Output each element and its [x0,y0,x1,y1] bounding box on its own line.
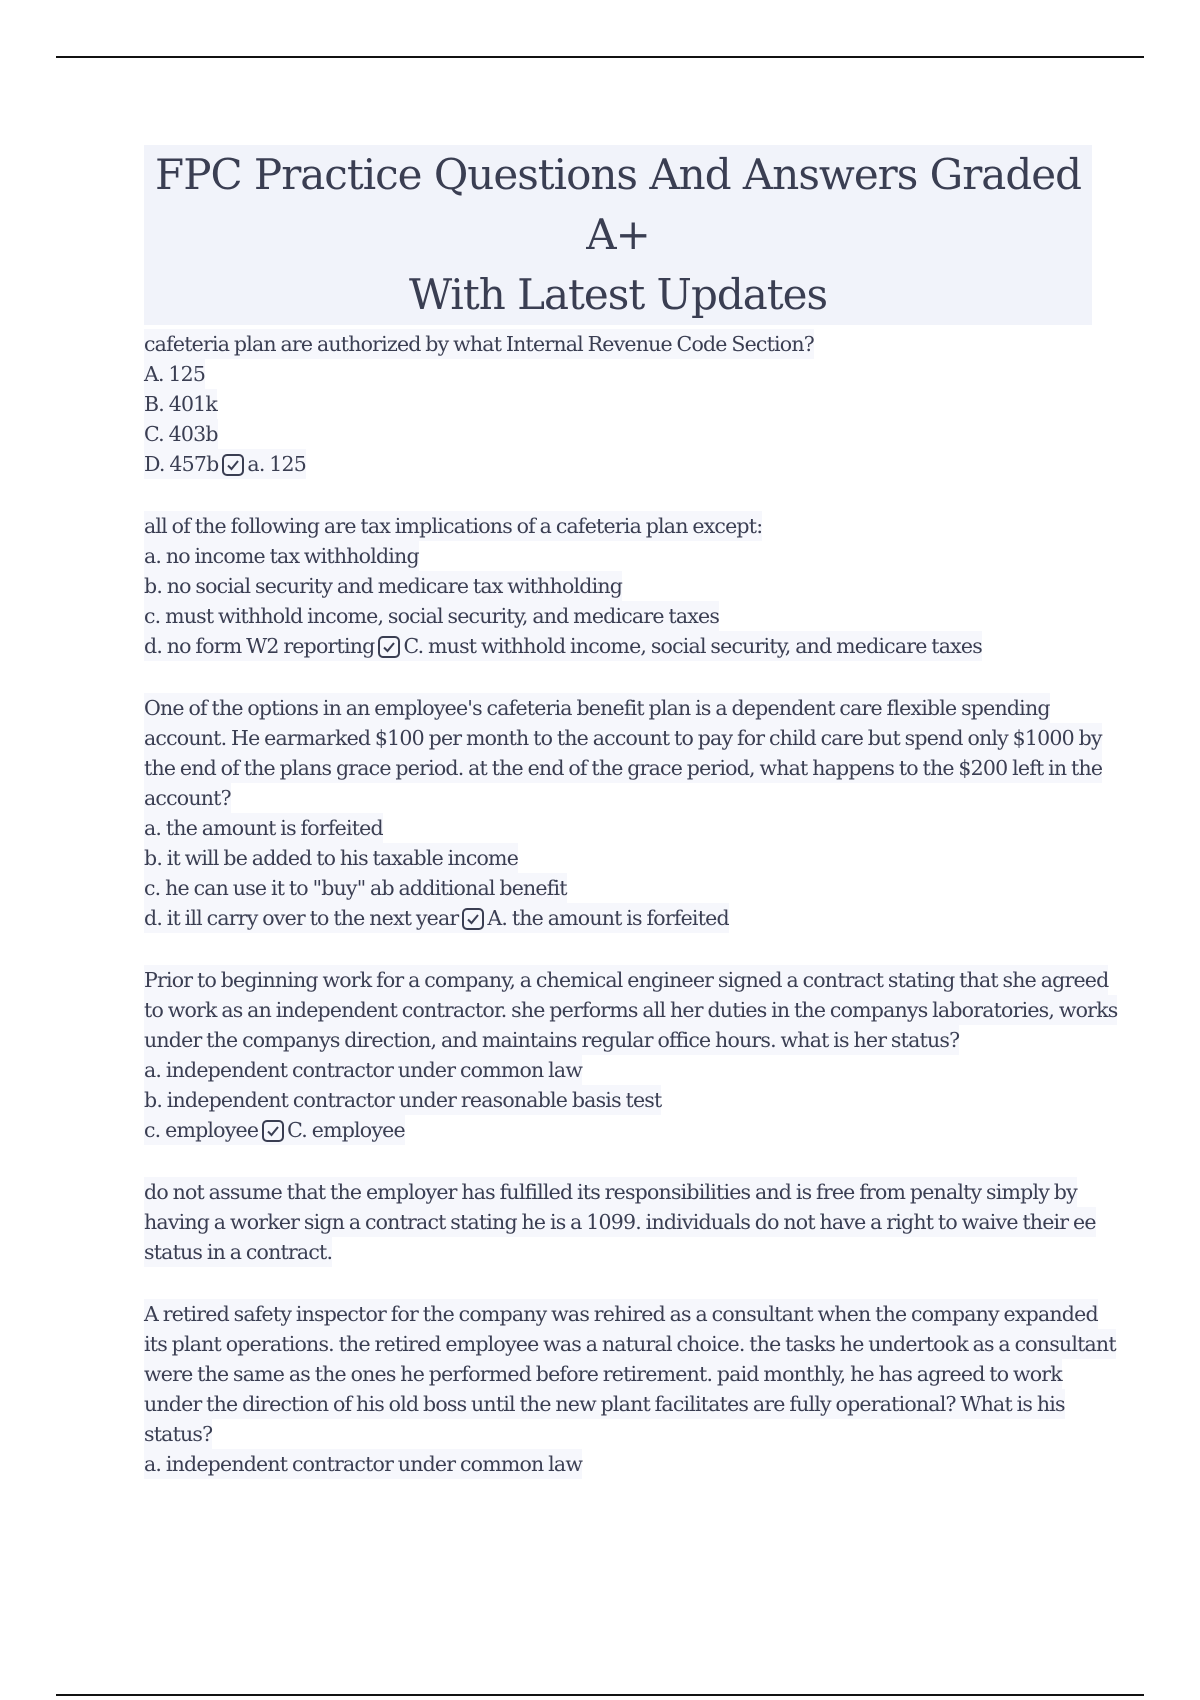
option: C. 403b [144,419,218,449]
option: d. it ill carry over to the next year [144,906,459,930]
question-block-1 [144,329,1092,479]
question-text-line: under the companys direction, and maintains regular office hours. what is her status? [144,1025,959,1055]
option: a. independent contractor under common law [144,1055,582,1085]
question-text-line: status? [144,1419,212,1449]
question-text: cafeteria plan are authorized by what Internal Revenue Code Section? [144,329,814,359]
question-text-line: A retired safety inspector for the company was rehired as a consultant when the company expanded [144,1299,1098,1329]
question-block-3 [144,693,1103,933]
question-text-line: the end of the plans grace period. at the end of the grace period, what happens to the $200 left in the [144,753,1102,783]
option: a. the amount is forfeited [144,813,383,843]
answer-text: C. employee [287,1118,405,1142]
option: a. independent contractor under common law [144,1449,582,1479]
option: b. independent contractor under reasonable basis test [144,1085,661,1115]
answer-text: A. the amount is forfeited [487,906,729,930]
question-text: all of the following are tax implications of a cafeteria plan except: [144,511,762,541]
checkbox-check-icon [262,1120,284,1142]
question-text-line: account? [144,783,231,813]
option-with-answer [144,903,729,933]
answer-text: C. must withhold income, social security, and medicare taxes [403,634,982,658]
question-text-line: Prior to beginning work for a company, a chemical engineer signed a contract stating that she agreed [144,965,1108,995]
question-block-5 [144,1299,1116,1479]
question-block-2 [144,511,1092,661]
option-with-answer [144,449,306,479]
option-with-answer [144,1115,405,1145]
option: d. no form W2 reporting [144,634,375,658]
answer-text: a. 125 [247,452,306,476]
question-text-line: account. He earmarked $100 per month to the account to pay for child care but spend only $1000 by [144,723,1102,753]
option: D. 457b [144,452,219,476]
document-title [144,145,1092,325]
question-text-line: its plant operations. the retired employee was a natural choice. the tasks he undertook as a consultant [144,1329,1116,1359]
document-body [144,145,1118,1479]
option: c. must withhold income, social security, and medicare taxes [144,601,719,631]
checkbox-check-icon [222,454,244,476]
checkbox-check-icon [378,636,400,658]
note-block [144,1177,1096,1267]
note-text-line: status in a contract. [144,1237,332,1267]
bottom-rule [56,1694,1144,1696]
question-text-line: were the same as the ones he performed before retirement. paid monthly, he has agreed to work [144,1359,1062,1389]
option: B. 401k [144,389,217,419]
top-rule [56,56,1144,58]
title-line-1: FPC Practice Questions And Answers Graded A+ [155,150,1081,259]
note-text-line: do not assume that the employer has fulfilled its responsibilities and is free from penalty simply by [144,1177,1077,1207]
question-text-line: under the direction of his old boss until the new plant facilitates are fully operational? What is his [144,1389,1065,1419]
question-block-4 [144,965,1118,1145]
option: a. no income tax withholding [144,541,419,571]
option: b. it will be added to his taxable income [144,843,518,873]
option: c. employee [144,1118,259,1142]
note-text-line: having a worker sign a contract stating he is a 1099. individuals do not have a right to waive their ee [144,1207,1096,1237]
question-text-line: to work as an independent contractor. she performs all her duties in the companys laboratories, works [144,995,1117,1025]
question-text-line: One of the options in an employee's cafeteria benefit plan is a dependent care flexible spending [144,693,1050,723]
option: c. he can use it to "buy" ab additional benefit [144,873,567,903]
option-with-answer [144,631,982,661]
checkbox-check-icon [462,908,484,930]
option: b. no social security and medicare tax withholding [144,571,622,601]
title-line-2: With Latest Updates [408,270,828,319]
option: A. 125 [144,359,205,389]
